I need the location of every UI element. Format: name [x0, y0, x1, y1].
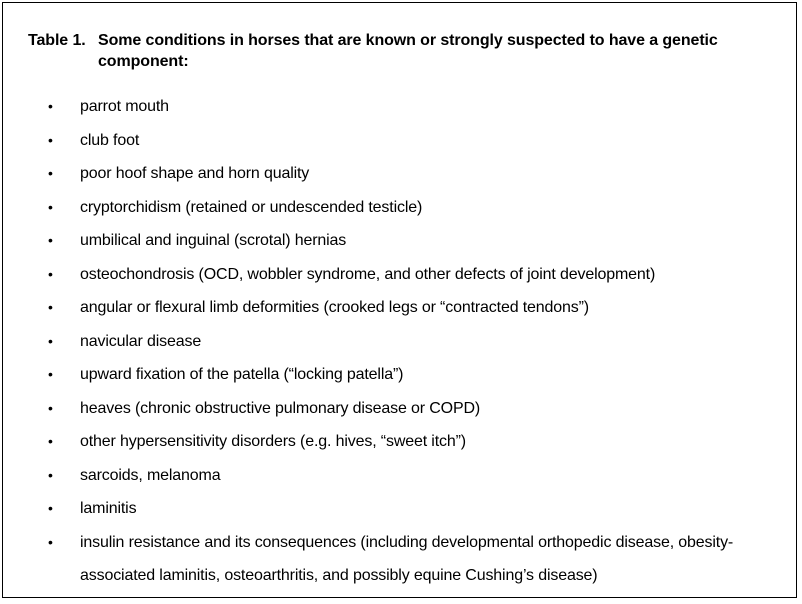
- list-item: [0, 392, 790, 426]
- list-item: [0, 425, 790, 459]
- bullet-icon: •: [48, 533, 53, 550]
- list-item-text: poor hoof shape and horn quality: [80, 165, 310, 182]
- conditions-list: [0, 90, 790, 593]
- list-item-text: osteochondrosis (OCD, wobbler syndrome, and other defects of joint development): [80, 265, 656, 283]
- list-item: [0, 157, 790, 191]
- bullet-icon: •: [48, 165, 53, 181]
- bullet-icon: •: [48, 198, 53, 215]
- list-item: [0, 191, 790, 225]
- bullet-icon: •: [48, 366, 53, 382]
- list-item: [0, 358, 790, 392]
- list-item: [0, 90, 790, 124]
- bullet-icon: •: [48, 332, 53, 349]
- list-item-text: laminitis: [80, 500, 137, 517]
- list-item: [0, 224, 790, 258]
- bullet-icon: •: [48, 433, 53, 449]
- list-item-text: insulin resistance and its consequences (including developmental orthopedic disease, obesity-associated laminitis, osteoarthritis, and possibly equine Cushing’s disease): [80, 533, 734, 584]
- list-item-text: other hypersensitivity disorders (e.g. hives, “sweet itch”): [80, 433, 466, 450]
- list-item: [0, 325, 790, 359]
- bullet-icon: •: [48, 500, 53, 516]
- list-item-text: angular or flexural limb deformities (crooked legs or “contracted tendons”): [80, 299, 589, 316]
- list-item-text: navicular disease: [80, 332, 202, 350]
- bullet-icon: •: [48, 265, 53, 282]
- list-item-text: heaves (chronic obstructive pulmonary disease or COPD): [80, 399, 481, 417]
- list-item: [0, 526, 760, 593]
- bullet-icon: •: [48, 399, 53, 416]
- caption-label: Table 1.: [28, 32, 86, 49]
- list-item-text: cryptorchidism (retained or undescended testicle): [80, 198, 423, 216]
- list-item-text: club foot: [80, 131, 140, 149]
- bullet-icon: •: [48, 299, 53, 315]
- bullet-icon: •: [48, 98, 53, 114]
- bullet-icon: •: [48, 131, 53, 148]
- bullet-icon: •: [48, 466, 53, 483]
- table-caption: [28, 30, 768, 72]
- bullet-icon: •: [48, 232, 53, 248]
- list-item: [0, 291, 790, 325]
- caption-text-line2: component:: [98, 53, 189, 70]
- list-item: [0, 459, 790, 493]
- list-item: [0, 124, 790, 158]
- list-item: [0, 258, 790, 292]
- list-item: [0, 492, 790, 526]
- list-item-text: upward fixation of the patella (“locking patella”): [80, 366, 404, 383]
- list-item-text: sarcoids, melanoma: [80, 466, 221, 484]
- list-item-text: umbilical and inguinal (scrotal) hernias: [80, 232, 347, 249]
- list-item-text: parrot mouth: [80, 98, 169, 115]
- caption-text-line1: Some conditions in horses that are known or strongly suspected to have a genetic: [98, 32, 718, 49]
